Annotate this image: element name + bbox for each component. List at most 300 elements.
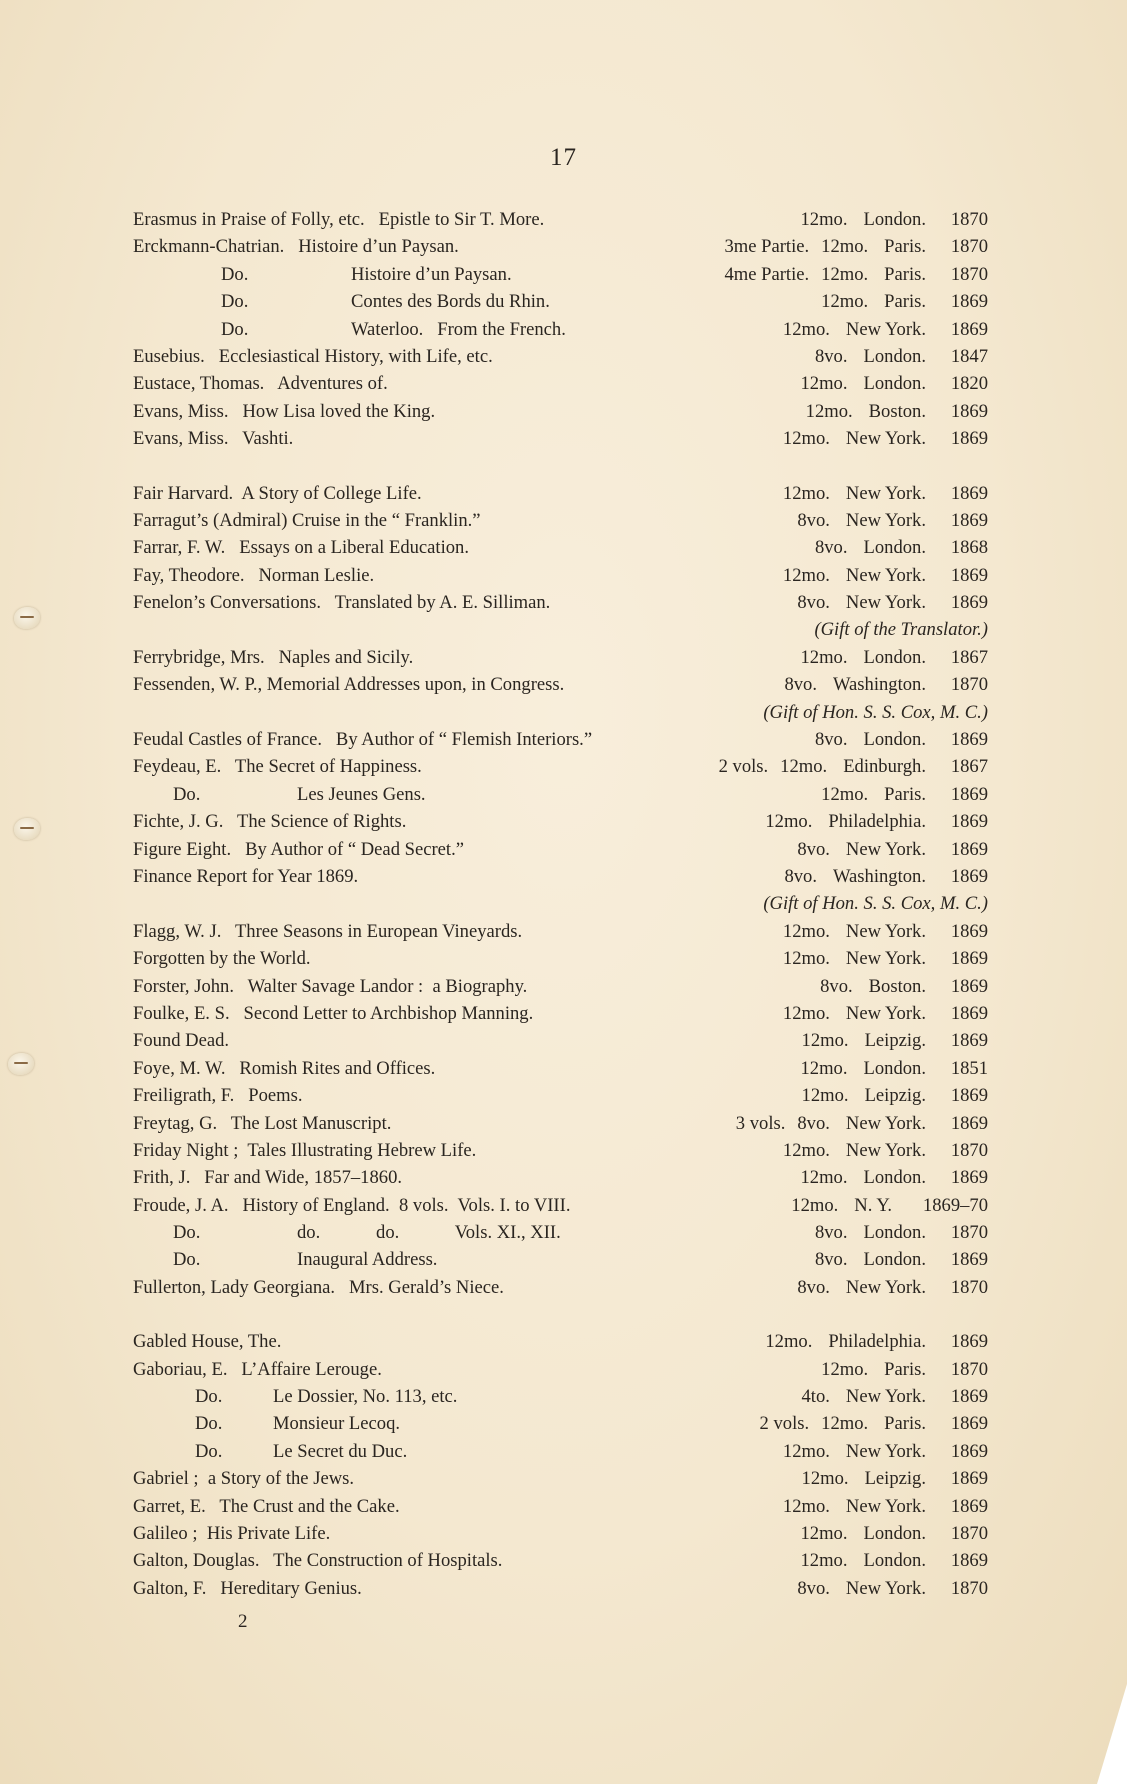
entry-title: [133, 480, 422, 507]
catalog-entry: [133, 233, 988, 260]
publication-place: London.: [863, 209, 926, 230]
publication-year: 1869: [950, 975, 988, 997]
publication-year: 1869: [950, 1085, 988, 1107]
catalog-entry: [133, 1192, 988, 1219]
book-format: 8vo.: [814, 729, 848, 751]
publication-year: 1870: [950, 1522, 988, 1544]
entry-title: [133, 1055, 435, 1082]
entry-imprint: [803, 726, 988, 753]
catalog-entry: [133, 1055, 988, 1082]
entry-imprint: [788, 1547, 988, 1574]
catalog-entry: [133, 1164, 988, 1191]
publication-place: London.: [863, 729, 926, 751]
publication-year: 1867: [950, 646, 988, 668]
catalog-entry: [133, 1410, 988, 1437]
entry-title: [133, 1192, 570, 1219]
entry-text: Froude, J. A. History of England. 8 vols. Vols. I. to VIII.: [133, 1194, 571, 1216]
publication-place: Paris.: [884, 263, 926, 285]
catalog-entry: [133, 1438, 988, 1465]
entry-title: [133, 233, 459, 260]
catalog-entry: [133, 1465, 988, 1492]
publication-place: London.: [863, 1057, 926, 1079]
publication-place: Philadelphia.: [828, 1331, 926, 1353]
publication-year: 1820: [950, 373, 988, 395]
entry-text: Galton, F. Hereditary Genius.: [133, 1577, 362, 1599]
publication-place: Philadelphia.: [828, 811, 926, 833]
ditto-mark: Do.: [173, 1222, 201, 1244]
catalog-entry: [133, 1274, 988, 1301]
book-format: 12mo.: [765, 811, 813, 833]
gift-note: (Gift of the Translator.): [814, 619, 988, 641]
entry-text: Feydeau, E. The Secret of Happiness.: [133, 756, 422, 778]
book-format: 12mo.: [782, 1495, 830, 1517]
publication-year: 1869: [950, 811, 988, 833]
entry-title: [133, 973, 527, 1000]
entry-text: Figure Eight. By Author of “ Dead Secret.”: [133, 838, 464, 860]
entry-title: [133, 370, 388, 397]
book-format: 12mo.: [782, 948, 830, 970]
entry-title: [133, 918, 522, 945]
binding-hole-icon: [14, 818, 40, 840]
entry-text: Fessenden, W. P., Memorial Addresses upon, in Congress.: [133, 674, 565, 696]
book-format: 8vo.: [820, 975, 853, 997]
entry-text: Found Dead.: [133, 1030, 230, 1052]
publication-year: 1869: [950, 564, 988, 586]
catalog-entry: [133, 973, 988, 1000]
publication-year: 1870: [950, 1577, 988, 1599]
entry-title: [133, 945, 311, 972]
entry-text: Ferrybridge, Mrs. Naples and Sicily.: [133, 646, 414, 668]
publication-place: Paris.: [884, 1358, 926, 1380]
torn-corner: [1097, 1684, 1127, 1784]
entry-title: [133, 863, 358, 890]
entry-imprint: [753, 1328, 988, 1355]
publication-place: New York.: [845, 1495, 926, 1517]
publication-year: 1869: [950, 1167, 988, 1189]
entry-text: Foulke, E. S. Second Letter to Archbishop Manning.: [133, 1002, 534, 1024]
entry-text: Erckmann-Chatrian. Histoire d’un Paysan.: [133, 236, 459, 258]
publication-year: 1869: [950, 948, 988, 970]
publication-year: 1869: [950, 920, 988, 942]
publication-place: New York.: [845, 1386, 926, 1408]
entry-title: [133, 1465, 354, 1492]
page-number: 17: [550, 144, 577, 171]
publication-year: 1869: [950, 428, 988, 450]
entry-imprint: [771, 562, 988, 589]
entry-text: Le Secret du Duc.: [273, 1440, 408, 1462]
book-format: 12mo.: [821, 783, 869, 805]
publication-place: New York.: [845, 1112, 926, 1134]
publication-place: Paris.: [884, 1413, 926, 1435]
entry-imprint: [790, 1465, 988, 1492]
publication-place: London.: [863, 1522, 926, 1544]
entry-title: [133, 781, 426, 808]
entry-text: Fay, Theodore. Norman Leslie.: [133, 564, 375, 586]
catalog-entry: [133, 370, 988, 397]
book-format: 8vo.: [797, 509, 830, 531]
book-format: 8vo.: [814, 1249, 848, 1271]
entry-title: [133, 726, 592, 753]
entry-title: [133, 1110, 391, 1137]
entry-title: [133, 644, 413, 671]
ditto-mark: Do.: [221, 318, 249, 340]
publication-year: 1869: [950, 865, 988, 887]
entry-imprint: [790, 1082, 988, 1109]
catalog-entry: [133, 781, 988, 808]
catalog-entry: [133, 1110, 988, 1137]
book-format: 8vo.: [797, 1577, 830, 1599]
publication-year: 1869: [950, 1249, 988, 1271]
entry-text: Fair Harvard. A Story of College Life.: [133, 482, 422, 504]
publication-year: 1851: [950, 1057, 988, 1079]
publication-year: 1869: [950, 1440, 988, 1462]
book-format: 12mo.: [800, 646, 848, 668]
entry-text: Farragut’s (Admiral) Cruise in the “ Franklin.”: [133, 509, 481, 531]
volume-note: 4me Partie.: [724, 263, 810, 285]
publication-place: London.: [863, 646, 926, 668]
book-format: 12mo.: [801, 1030, 849, 1052]
book-format: 12mo.: [800, 209, 848, 230]
book-format: 12mo.: [801, 1085, 849, 1107]
entry-title: [133, 671, 564, 698]
entry-text: Finance Report for Year 1869.: [133, 865, 359, 887]
book-format: 12mo.: [780, 756, 828, 778]
entry-text: Galileo ; His Private Life.: [133, 1522, 331, 1544]
entry-imprint: [785, 589, 988, 616]
book-format: 8vo.: [784, 865, 817, 887]
entry-text: Feudal Castles of France. By Author of “ Flemish Interiors.”: [133, 729, 593, 751]
entry-text: Galton, Douglas. The Construction of Hospitals.: [133, 1550, 503, 1572]
entry-text: Erasmus in Praise of Folly, etc. Epistle to Sir T. More.: [133, 209, 545, 230]
catalog-entry: [133, 288, 988, 315]
entry-imprint: [785, 1274, 988, 1301]
catalog-entry: [133, 562, 988, 589]
entry-imprint: [736, 1110, 988, 1137]
entry-imprint: [753, 808, 988, 835]
publication-place: New York.: [845, 920, 926, 942]
entry-title: [133, 1219, 561, 1246]
entry-text: Garret, E. The Crust and the Cake.: [133, 1495, 400, 1517]
publication-place: Leipzig.: [864, 1468, 926, 1490]
publication-year: 1870: [950, 1222, 988, 1244]
entry-title: [133, 1274, 504, 1301]
entry-imprint: [771, 1493, 988, 1520]
entry-text: Fenelon’s Conversations. Translated by A. E. Silliman.: [133, 592, 551, 614]
entry-text: Foye, M. W. Romish Rites and Offices.: [133, 1057, 436, 1079]
publication-year: 1870: [950, 1358, 988, 1380]
catalog-entry: [133, 1137, 988, 1164]
publication-place: New York.: [845, 1440, 926, 1462]
entry-imprint: [772, 671, 988, 698]
entry-title: [133, 836, 464, 863]
publication-year: 1869: [950, 838, 988, 860]
catalog-entry: [133, 1082, 988, 1109]
book-format: 8vo.: [797, 1112, 830, 1134]
entry-text: Inaugural Address.: [297, 1249, 438, 1271]
publication-year: 1869: [950, 783, 988, 805]
entry-text: Fullerton, Lady Georgiana. Mrs. Gerald’s Niece.: [133, 1276, 504, 1298]
entry-text: do. do. Vols. XI., XII.: [297, 1222, 561, 1244]
volume-note: 3 vols.: [735, 1112, 786, 1134]
publication-place: London.: [863, 345, 926, 367]
entry-title: [133, 808, 406, 835]
catalog-entry: [133, 753, 988, 780]
entry-text: Freiligrath, F. Poems.: [133, 1085, 303, 1107]
publication-place: New York.: [845, 592, 926, 614]
book-format: 8vo.: [797, 592, 830, 614]
publication-place: Paris.: [884, 236, 926, 258]
entry-title: [133, 1000, 533, 1027]
catalog-entry: [133, 343, 988, 370]
book-format: 8vo.: [814, 537, 848, 559]
catalog-entry: [133, 480, 988, 507]
publication-year: 1870: [950, 236, 988, 258]
entry-imprint: [771, 480, 988, 507]
entry-title: [133, 398, 435, 425]
ditto-mark: Do.: [221, 291, 249, 313]
catalog-entry: [133, 836, 988, 863]
gift-note-row: [133, 699, 988, 726]
entry-title: [133, 425, 293, 452]
publication-place: Leipzig.: [864, 1030, 926, 1052]
publication-year: 1869: [950, 509, 988, 531]
entry-imprint: [719, 753, 988, 780]
volume-note: 2 vols.: [718, 756, 769, 778]
binding-hole-icon: [14, 607, 40, 629]
entry-title: [133, 288, 550, 315]
publication-place: New York.: [845, 564, 926, 586]
entry-text: Fichte, J. G. The Science of Rights.: [133, 811, 407, 833]
ditto-mark: Do.: [173, 1249, 201, 1271]
catalog-entries: [133, 206, 988, 1602]
entry-imprint: [803, 343, 988, 370]
publication-place: Washington.: [832, 865, 926, 887]
catalog-entry: [133, 1520, 988, 1547]
gift-note: (Gift of Hon. S. S. Cox, M. C.): [763, 701, 988, 723]
book-format: 12mo.: [782, 920, 830, 942]
publication-year: 1869: [950, 729, 988, 751]
gift-note-row: [133, 616, 988, 643]
publication-year: 1869: [950, 482, 988, 504]
publication-place: Edinburgh.: [843, 756, 926, 778]
entry-text: Eustace, Thomas. Adventures of.: [133, 373, 388, 395]
book-format: 12mo.: [821, 1413, 869, 1435]
entry-imprint: [803, 1246, 988, 1273]
book-format: 12mo.: [800, 1167, 848, 1189]
entry-title: [133, 1137, 476, 1164]
catalog-entry: [133, 1328, 988, 1355]
publication-year: 1869: [950, 1002, 988, 1024]
gift-note-row: [133, 890, 988, 917]
publication-place: New York.: [845, 948, 926, 970]
book-format: 12mo.: [800, 1057, 848, 1079]
publication-place: London.: [863, 1167, 926, 1189]
book-format: 8vo.: [814, 345, 848, 367]
book-format: 4to.: [801, 1386, 830, 1408]
entry-text: Forgotten by the World.: [133, 948, 311, 970]
entry-title: [133, 1520, 330, 1547]
catalog-entry: [133, 644, 988, 671]
entry-imprint: [788, 644, 988, 671]
book-format: 12mo.: [805, 400, 853, 422]
book-format: 8vo.: [814, 1222, 848, 1244]
entry-text: Contes des Bords du Rhin.: [351, 291, 550, 313]
publication-place: London.: [863, 1222, 926, 1244]
entry-imprint: [809, 1356, 988, 1383]
publication-year: 1867: [950, 756, 988, 778]
publication-place: Boston.: [868, 975, 926, 997]
publication-year: 1870: [950, 263, 988, 285]
publication-year: 1870: [950, 674, 988, 696]
publication-place: N. Y.: [854, 1194, 892, 1216]
book-format: 12mo.: [782, 1440, 830, 1462]
book-format: 12mo.: [800, 373, 848, 395]
entry-text: Gabled House, The.: [133, 1331, 282, 1353]
publication-year: 1870: [950, 1139, 988, 1161]
entry-imprint: [788, 1520, 988, 1547]
catalog-entry: [133, 589, 988, 616]
publication-year: 1869: [950, 1550, 988, 1572]
publication-year: 1869–70: [922, 1194, 988, 1216]
publication-place: Paris.: [884, 291, 926, 313]
publication-place: Washington.: [832, 674, 926, 696]
book-format: 12mo.: [800, 1522, 848, 1544]
catalog-entry: [133, 808, 988, 835]
catalog-entry: [133, 398, 988, 425]
entry-title: [133, 316, 566, 343]
gift-note: (Gift of Hon. S. S. Cox, M. C.): [763, 893, 988, 915]
entry-title: [133, 534, 469, 561]
entry-imprint: [772, 863, 988, 890]
entry-text: Gaboriau, E. L’Affaire Lerouge.: [133, 1358, 382, 1380]
entry-text: Evans, Miss. How Lisa loved the King.: [133, 400, 436, 422]
book-format: 12mo.: [821, 1358, 869, 1380]
entry-imprint: [724, 261, 988, 288]
entry-imprint: [788, 1164, 988, 1191]
book-format: 8vo.: [797, 838, 830, 860]
catalog-entry: [133, 1547, 988, 1574]
entry-imprint: [788, 206, 988, 233]
entry-text: Les Jeunes Gens.: [297, 783, 426, 805]
publication-year: 1869: [950, 1112, 988, 1134]
book-format: 12mo.: [800, 1550, 848, 1572]
catalog-entry: [133, 507, 988, 534]
entry-title: [133, 562, 374, 589]
publication-year: 1869: [950, 1331, 988, 1353]
volume-note: 2 vols.: [759, 1413, 810, 1435]
entry-text: Frith, J. Far and Wide, 1857–1860.: [133, 1167, 403, 1189]
entry-title: [133, 1547, 502, 1574]
catalog-entry: [133, 1493, 988, 1520]
publication-year: 1870: [950, 209, 988, 230]
publication-year: 1868: [950, 537, 988, 559]
ditto-mark: Do.: [195, 1386, 223, 1408]
entry-imprint: [788, 1055, 988, 1082]
book-format: 12mo.: [782, 428, 830, 450]
publication-year: 1869: [950, 592, 988, 614]
publication-place: New York.: [845, 1002, 926, 1024]
publication-place: Paris.: [884, 783, 926, 805]
entry-text: Gabriel ; a Story of the Jews.: [133, 1468, 355, 1490]
entry-imprint: [794, 398, 988, 425]
publication-place: Boston.: [868, 400, 926, 422]
entry-imprint: [771, 316, 988, 343]
entry-text: Waterloo. From the French.: [351, 318, 566, 340]
catalog-entry: [133, 1575, 988, 1602]
publication-year: 1869: [950, 400, 988, 422]
book-format: 12mo.: [782, 1139, 830, 1161]
catalog-entry: [133, 1383, 988, 1410]
entry-title: [133, 1438, 407, 1465]
catalog-entry: [133, 316, 988, 343]
entry-text: Freytag, G. The Lost Manuscript.: [133, 1112, 392, 1134]
catalog-entry: [133, 1246, 988, 1273]
signature-mark: 2: [238, 1611, 248, 1632]
publication-place: Leipzig.: [864, 1085, 926, 1107]
entry-text: Friday Night ; Tales Illustrating Hebrew Life.: [133, 1139, 477, 1161]
entry-title: [133, 1493, 400, 1520]
catalog-entry: [133, 671, 988, 698]
entry-title: [133, 753, 422, 780]
publication-place: London.: [863, 373, 926, 395]
publication-place: New York.: [845, 428, 926, 450]
catalog-entry: [133, 534, 988, 561]
entry-imprint: [790, 1027, 988, 1054]
entry-title: [133, 507, 481, 534]
entry-text: Le Dossier, No. 113, etc.: [273, 1386, 458, 1408]
entry-text: Eusebius. Ecclesiastical History, with Life, etc.: [133, 345, 493, 367]
entry-imprint: [803, 534, 988, 561]
entry-title: [133, 1027, 229, 1054]
entry-imprint: [771, 1438, 988, 1465]
book-format: 12mo.: [782, 318, 830, 340]
volume-note: 3me Partie.: [724, 236, 810, 258]
catalog-entry: [133, 1219, 988, 1246]
entry-imprint: [771, 1137, 988, 1164]
entry-imprint: [771, 1000, 988, 1027]
catalog-entry: [133, 726, 988, 753]
catalog-entry: [133, 1356, 988, 1383]
entry-imprint: [790, 1383, 989, 1410]
catalog-entry: [133, 1000, 988, 1027]
entry-text: Histoire d’un Paysan.: [351, 263, 512, 285]
entry-title: [133, 1356, 382, 1383]
entry-title: [133, 1328, 281, 1355]
book-format: 12mo.: [782, 482, 830, 504]
entry-title: [133, 343, 493, 370]
publication-year: 1870: [950, 1276, 988, 1298]
publication-year: 1869: [950, 1386, 988, 1408]
catalog-entry: [133, 425, 988, 452]
entry-imprint: [785, 1575, 988, 1602]
book-format: 12mo.: [782, 564, 830, 586]
catalog-entry: [133, 261, 988, 288]
catalog-entry: [133, 206, 988, 233]
publication-place: New York.: [845, 509, 926, 531]
entry-imprint: [788, 370, 988, 397]
book-format: 12mo.: [821, 263, 869, 285]
publication-year: 1869: [950, 1468, 988, 1490]
entry-title: [133, 1575, 362, 1602]
book-format: 12mo.: [821, 291, 869, 313]
book-format: 8vo.: [784, 674, 817, 696]
entry-title: [133, 206, 544, 233]
entry-imprint: [724, 233, 988, 260]
catalog-entry: [133, 945, 988, 972]
book-format: 12mo.: [791, 1194, 839, 1216]
publication-place: London.: [863, 537, 926, 559]
entry-text: Flagg, W. J. Three Seasons in European Vineyards.: [133, 920, 523, 942]
